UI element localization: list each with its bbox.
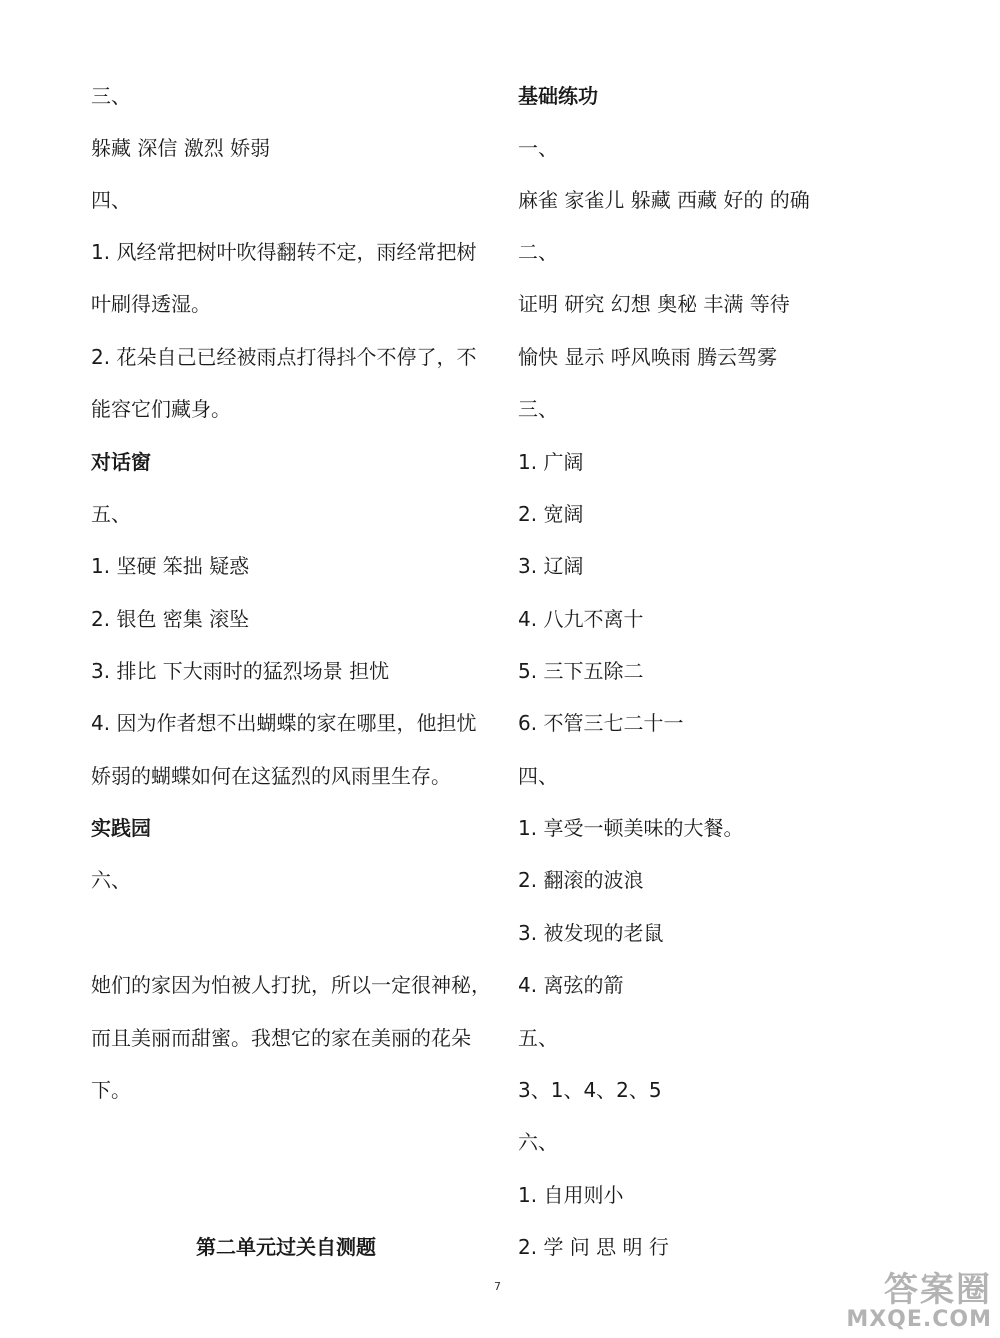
answer-line: 2. 学 问 思 明 行: [518, 1235, 669, 1259]
page-number: 7: [494, 1280, 501, 1293]
section-heading: 三、: [91, 84, 131, 108]
answer-line: 4. 离弦的箭: [518, 973, 624, 997]
answer-line: 而且美丽而甜蜜。我想它的家在美丽的花朵: [91, 1026, 471, 1050]
answer-line: 4. 八九不离十: [518, 607, 644, 631]
answer-line: 能容它们藏身。: [91, 397, 231, 421]
answer-line: 5. 三下五除二: [518, 659, 644, 683]
answer-line: 1. 享受一顿美味的大餐。: [518, 816, 744, 840]
section-heading: 五、: [91, 502, 131, 526]
answer-line: 下。: [91, 1078, 131, 1102]
answer-line: 6. 不管三七二十一: [518, 711, 684, 735]
answer-line: 1. 广阔: [518, 450, 584, 474]
answer-line: 3. 排比 下大雨时的猛烈场景 担忧: [91, 659, 390, 683]
answer-line: 娇弱的蝴蝶如何在这猛烈的风雨里生存。: [91, 764, 451, 788]
block-title: 实践园: [91, 816, 151, 840]
answer-line: 3、1、4、2、5: [518, 1078, 662, 1102]
block-title: 对话窗: [91, 450, 151, 474]
answer-line: 愉快 显示 呼风唤雨 腾云驾雾: [518, 345, 778, 369]
answer-line: 2. 花朵自己已经被雨点打得抖个不停了，不: [91, 345, 477, 369]
section-heading: 五、: [518, 1026, 558, 1050]
watermark-domain: MXQE.COM: [846, 1307, 992, 1332]
block-title: 基础练功: [518, 84, 598, 108]
answer-line: 1. 坚硬 笨拙 疑惑: [91, 554, 250, 578]
watermark-text: 答案圈: [884, 1270, 992, 1310]
answer-line: 1. 风经常把树叶吹得翻转不定，雨经常把树: [91, 240, 477, 264]
answer-line: 躲藏 深信 激烈 娇弱: [91, 136, 271, 160]
answer-line: 3. 辽阔: [518, 554, 584, 578]
answer-line: 叶刷得透湿。: [91, 292, 211, 316]
section-heading: 一、: [518, 136, 558, 160]
answer-line: 1. 自用则小: [518, 1183, 624, 1207]
section-heading: 二、: [518, 240, 558, 264]
section-heading: 四、: [518, 764, 558, 788]
section-heading: 四、: [91, 188, 131, 212]
answer-line: 证明 研究 幻想 奥秘 丰满 等待: [518, 292, 790, 316]
answer-line: 2. 宽阔: [518, 502, 584, 526]
answer-line: 麻雀 家雀儿 躲藏 西藏 好的 的确: [518, 188, 810, 212]
answer-line: 3. 被发现的老鼠: [518, 921, 664, 945]
section-heading: 三、: [518, 397, 558, 421]
section-heading: 六、: [518, 1130, 558, 1154]
answer-line: 2. 翻滚的波浪: [518, 868, 644, 892]
answer-line: 她们的家因为怕被人打扰，所以一定很神秘，: [91, 973, 491, 997]
watermark-logo: [846, 1262, 992, 1332]
answer-line: 2. 银色 密集 滚坠: [91, 607, 250, 631]
unit-test-title: 第二单元过关自测题: [196, 1235, 376, 1259]
answer-line: 4. 因为作者想不出蝴蝶的家在哪里，他担忧: [91, 711, 477, 735]
section-heading: 六、: [91, 868, 131, 892]
